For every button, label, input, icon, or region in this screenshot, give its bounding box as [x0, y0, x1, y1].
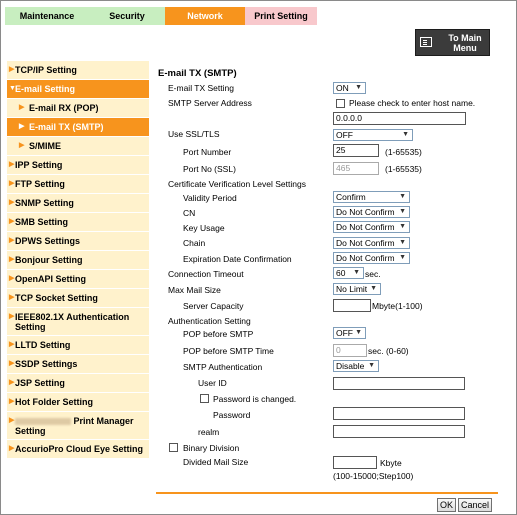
- triangle-right-icon: ▶: [9, 360, 15, 367]
- chevron-down-icon: ▼: [399, 208, 406, 215]
- triangle-right-icon: ▶: [9, 417, 15, 424]
- chevron-down-icon: ▼: [355, 84, 362, 91]
- validity-select[interactable]: [333, 191, 410, 203]
- sidebar-item-ipp[interactable]: [7, 156, 149, 175]
- chevron-down-icon: ▼: [402, 131, 409, 138]
- key-usage-select[interactable]: [333, 221, 410, 233]
- triangle-right-icon: ▶: [9, 218, 15, 225]
- sidebar-item-label: IEEE802.1X Authentication Setting: [15, 312, 130, 332]
- chain-select[interactable]: [333, 237, 410, 249]
- divided-size-unit: Kbyte: [380, 458, 402, 468]
- sidebar-item-hot-folder[interactable]: [7, 393, 149, 412]
- chevron-down-icon: ▼: [399, 254, 406, 261]
- chain-label: Chain: [183, 238, 206, 248]
- realm-input[interactable]: [333, 425, 465, 438]
- expiration-value: Do Not Confirm: [336, 253, 395, 263]
- chain-value: Do Not Confirm: [336, 238, 395, 248]
- sidebar-item-email-rx[interactable]: [7, 99, 149, 118]
- sidebar-item-ieee8021x[interactable]: [7, 308, 149, 336]
- smtp-server-label: SMTP Server Address: [168, 98, 252, 108]
- sidebar-item-label: IPP Setting: [15, 160, 63, 170]
- server-capacity-label: Server Capacity: [183, 301, 244, 311]
- pop-before-label: POP before SMTP: [183, 329, 254, 339]
- cancel-button[interactable]: Cancel: [458, 498, 492, 512]
- sidebar-item-email-tx[interactable]: [7, 118, 149, 137]
- chevron-down-icon: ▼: [368, 362, 375, 369]
- use-ssl-label: Use SSL/TLS: [168, 129, 220, 139]
- sidebar-item-accuriopro[interactable]: [7, 440, 149, 459]
- conn-timeout-select[interactable]: [333, 267, 364, 279]
- triangle-down-icon: ▼: [9, 85, 16, 92]
- port-number-input[interactable]: 25: [333, 144, 379, 157]
- email-tx-value: ON: [336, 83, 349, 93]
- triangle-right-icon: ▶: [9, 161, 15, 168]
- sidebar-item-openapi[interactable]: [7, 270, 149, 289]
- email-tx-select[interactable]: [333, 82, 366, 94]
- sidebar-item-label: FTP Setting: [15, 179, 65, 189]
- smtp-auth-value: Disable: [336, 361, 365, 371]
- cn-select[interactable]: [333, 206, 410, 218]
- tab-maintenance[interactable]: Maintenance: [5, 7, 89, 25]
- user-id-label: User ID: [198, 378, 227, 388]
- triangle-right-icon: ▶: [9, 379, 15, 386]
- sidebar-item-label: Print Manager Setting: [15, 416, 134, 436]
- triangle-right-icon: ▶: [9, 445, 15, 452]
- key-usage-value: Do Not Confirm: [336, 222, 395, 232]
- sidebar-item-jsp[interactable]: [7, 374, 149, 393]
- menu-list-icon: [420, 37, 432, 47]
- use-ssl-select[interactable]: [333, 129, 413, 141]
- triangle-right-icon: ▶: [9, 275, 15, 282]
- sidebar-item-snmp[interactable]: [7, 194, 149, 213]
- validity-value: Confirm: [336, 192, 366, 202]
- email-tx-label: E-mail TX Setting: [168, 83, 234, 93]
- divided-size-input[interactable]: [333, 456, 377, 469]
- sidebar-item-bonjour[interactable]: [7, 251, 149, 270]
- triangle-right-icon: ▶: [9, 294, 15, 301]
- password-input[interactable]: [333, 407, 465, 420]
- sidebar-item-label: TCP Socket Setting: [15, 293, 98, 303]
- pop-before-select[interactable]: [333, 327, 366, 339]
- sidebar-item-label: E-mail Setting: [15, 84, 76, 94]
- chevron-down-icon: ▼: [353, 269, 360, 276]
- sidebar-item-smime[interactable]: [7, 137, 149, 156]
- to-main-menu-button[interactable]: [415, 29, 490, 56]
- chevron-down-icon: ▼: [399, 239, 406, 246]
- sidebar-item-dpws[interactable]: [7, 232, 149, 251]
- cn-value: Do Not Confirm: [336, 207, 395, 217]
- bottom-divider: [156, 492, 498, 494]
- hostname-checkbox-label: Please check to enter host name.: [349, 98, 476, 108]
- conn-timeout-unit: sec.: [365, 269, 381, 279]
- pop-before-time-label: POP before SMTP Time: [183, 346, 274, 356]
- triangle-right-icon: ▶: [19, 142, 25, 149]
- sidebar-item-email[interactable]: [7, 80, 149, 99]
- realm-label: realm: [198, 427, 220, 437]
- sidebar-item-label: S/MIME: [29, 141, 62, 151]
- smtp-server-input[interactable]: 0.0.0.0: [333, 112, 466, 125]
- chevron-down-icon: ▼: [370, 285, 377, 292]
- port-ssl-input[interactable]: 465: [333, 162, 379, 175]
- divided-size-label: Divided Mail Size: [183, 457, 249, 467]
- smtp-auth-select[interactable]: [333, 360, 379, 372]
- chevron-down-icon: ▼: [399, 193, 406, 200]
- tab-print-setting[interactable]: Print Setting: [245, 7, 317, 25]
- sidebar-item-label: JSP Setting: [15, 378, 65, 388]
- sidebar-item-lltd[interactable]: [7, 336, 149, 355]
- triangle-right-icon: ▶: [9, 237, 15, 244]
- sidebar-item-label: E-mail RX (POP): [29, 103, 99, 113]
- triangle-right-icon: ▶: [9, 341, 15, 348]
- triangle-right-icon: ▶: [19, 123, 25, 130]
- to-main-menu-label: To Main Menu: [448, 33, 482, 53]
- expiration-label: Expiration Date Confirmation: [183, 254, 292, 264]
- port-number-label: Port Number: [183, 147, 232, 157]
- sidebar-item-label: SMB Setting: [15, 217, 68, 227]
- redacted-text: [15, 418, 71, 425]
- pop-before-time-range: sec. (0-60): [368, 346, 409, 356]
- sidebar-item-label: Hot Folder Setting: [15, 397, 93, 407]
- chevron-down-icon: ▼: [355, 329, 362, 336]
- triangle-right-icon: ▶: [9, 256, 15, 263]
- sidebar-item-label: Bonjour Setting: [15, 255, 83, 265]
- binary-division-checkbox[interactable]: [169, 443, 178, 452]
- server-capacity-input[interactable]: [333, 299, 371, 312]
- page-title: E-mail TX (SMTP): [158, 68, 237, 79]
- sidebar-item-ftp[interactable]: [7, 175, 149, 194]
- chevron-down-icon: ▼: [399, 223, 406, 230]
- triangle-right-icon: ▶: [9, 180, 15, 187]
- pw-changed-checkbox[interactable]: [200, 394, 209, 403]
- sidebar-item-label: E-mail TX (SMTP): [29, 122, 104, 132]
- sidebar-item-label: SNMP Setting: [15, 198, 74, 208]
- sidebar-item-label: OpenAPI Setting: [15, 274, 87, 284]
- user-id-input[interactable]: [333, 377, 465, 390]
- triangle-right-icon: ▶: [9, 66, 15, 73]
- sidebar-item-smb[interactable]: [7, 213, 149, 232]
- smtp-auth-label: SMTP Authentication: [183, 362, 263, 372]
- triangle-right-icon: ▶: [19, 104, 25, 111]
- pop-before-time-input[interactable]: 0: [333, 344, 367, 357]
- port-number-range: (1-65535): [385, 147, 422, 157]
- pop-before-value: OFF: [336, 328, 353, 338]
- sidebar-item-label: SSDP Settings: [15, 359, 78, 369]
- divided-size-range: (100-15000;Step100): [333, 471, 414, 481]
- sidebar-item-ssdp[interactable]: [7, 355, 149, 374]
- sidebar-item-label: DPWS Settings: [15, 236, 81, 246]
- key-usage-label: Key Usage: [183, 223, 225, 233]
- password-label: Password: [213, 410, 251, 420]
- use-ssl-value: OFF: [336, 130, 353, 140]
- sidebar: [7, 61, 149, 459]
- triangle-right-icon: ▶: [9, 313, 15, 320]
- triangle-right-icon: ▶: [9, 398, 15, 405]
- sidebar-item-label: AccurioPro Cloud Eye Setting: [15, 444, 144, 454]
- cn-label: CN: [183, 208, 196, 218]
- tab-network[interactable]: Network: [165, 7, 245, 25]
- max-mail-label: Max Mail Size: [168, 285, 221, 295]
- binary-division-label: Binary Division: [183, 443, 240, 453]
- port-ssl-range: (1-65535): [385, 164, 422, 174]
- pw-changed-label: Password is changed.: [213, 394, 297, 404]
- cert-verify-label: Certificate Verification Level Settings: [168, 179, 306, 189]
- ok-button[interactable]: OK: [437, 498, 456, 512]
- tab-security[interactable]: Security: [89, 7, 165, 25]
- auth-setting-label: Authentication Setting: [168, 316, 251, 326]
- max-mail-value: No Limit: [336, 284, 368, 294]
- sidebar-item-tcpip[interactable]: [7, 61, 149, 80]
- sidebar-item-label: TCP/IP Setting: [15, 65, 77, 75]
- max-mail-select[interactable]: [333, 283, 381, 295]
- conn-timeout-value: 60: [336, 268, 346, 278]
- validity-label: Validity Period: [183, 193, 237, 203]
- server-capacity-range: Mbyte(1-100): [372, 301, 423, 311]
- sidebar-item-print-manager[interactable]: [7, 412, 149, 440]
- hostname-checkbox[interactable]: [336, 99, 345, 108]
- expiration-select[interactable]: [333, 252, 410, 264]
- port-ssl-label: Port No (SSL): [183, 164, 236, 174]
- sidebar-item-label: LLTD Setting: [15, 340, 71, 350]
- triangle-right-icon: ▶: [9, 199, 15, 206]
- conn-timeout-label: Connection Timeout: [168, 269, 244, 279]
- sidebar-item-tcp-socket[interactable]: [7, 289, 149, 308]
